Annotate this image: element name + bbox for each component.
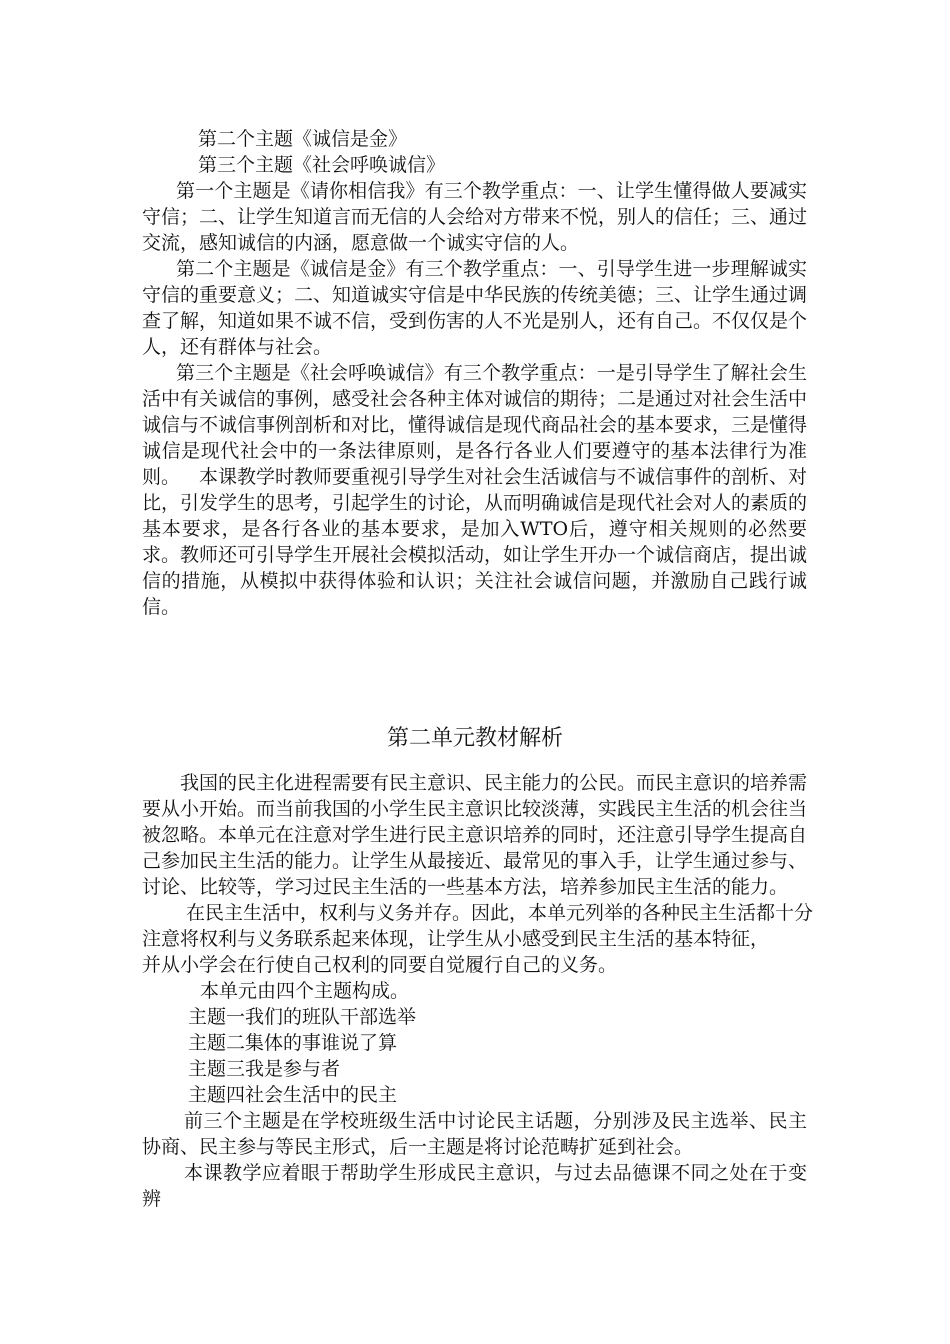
theme-line-2: 第二个主题《诚信是金》: [198, 128, 408, 150]
theme-item: 主题三我是参与者: [188, 1058, 341, 1080]
paragraph-rights-line3: 并从小学会在行使自己权利的同要自觉履行自己的义务。: [142, 954, 618, 976]
paragraph-teaching: 本课教学时教师要重视引导学生对社会生活诚信与不诚信事件的剖析、对比，引发学生的思考，引起学生的讨论，从而明确诚信是现代社会对人的素质的基本要求，是各行各业的基本要求，是加入WTO后，遵守相关规则的必然要求。教师还可引导学生开展社会模拟活动，如让学生开办一个诚信商店，提出诚信的措施，从模拟中获得体验和认识；关注社会诚信问题，并激励自己践行诚信。: [142, 466, 808, 618]
paragraph-theme2: 第二个主题是《诚信是金》有三个教学重点：一、引导学生进一步理解诚实守信的重要意义；二、知道诚实守信是中华民族的传统美德；三、让学生通过调查了解，知道如果不诚不信，受到伤害的人不光是别人，还有自己。不仅仅是个人，还有群体与社会。: [142, 258, 808, 358]
paragraph-first-three: 前三个主题是在学校班级生活中讨论民主话题，分别涉及民主选举、民主协商、民主参与等民主形式，后一主题是将讨论范畴扩延到社会。: [142, 1110, 807, 1158]
paragraph-rights-line2: 注意将权利与义务联系起来体现，让学生从小感受到民主生活的基本特征，: [142, 928, 770, 950]
paragraph-intro: 我国的民主化进程需要有民主意识、民主能力的公民。而民主意识的培养需要从小开始。而当前我国的小学生民主意识比较淡薄，实践民主生活的机会往当被忽略。本单元在注意对学生进行民主意识培养的同时，还注意引导学生提高自己参加民主生活的能力。让学生从最接近、最常见的事入手，让学生通过参与、讨论、比较等，学习过民主生活的一些基本方法，培养参加民主生活的能力。: [142, 772, 808, 898]
paragraph-theme3: 第三个主题是《社会呼唤诚信》有三个教学重点：一是引导学生了解社会生活中有关诚信的事例，感受社会各种主体对诚信的期待；二是通过对社会生活中诚信与不诚信事例剖析和对比，懂得诚信是现代商品社会的基本要求，三是懂得诚信是现代社会中的一条法律原则，是各行各业人们要遵守的基本法律行为准则。: [142, 362, 808, 488]
composition-line: 本单元由四个主题构成。: [200, 980, 410, 1002]
paragraph-theme1: 第一个主题是《请你相信我》有三个教学重点：一、让学生懂得做人要减实守信；二、让学生知道言而无信的人会给对方带来不悦，别人的信任；三、通过交流，感知诚信的内涵，愿意做一个诚实守信的人。: [142, 180, 808, 254]
theme-item: 主题二集体的事谁说了算: [188, 1032, 398, 1054]
theme-item: 主题四社会生活中的民主: [188, 1084, 398, 1106]
theme-line-3: 第三个主题《社会呼唤诚信》: [198, 154, 446, 176]
theme-item: 主题一我们的班队干部选举: [188, 1006, 417, 1028]
paragraph-rights-line1: 在民主生活中，权利与义务并存。因此，本单元列举的各种民主生活都十分: [186, 902, 814, 924]
paragraph-last: 本课教学应着眼于帮助学生形成民主意识，与过去品德课不同之处在于变辨: [142, 1162, 807, 1210]
section-title: 第二单元教材解析: [386, 726, 563, 751]
